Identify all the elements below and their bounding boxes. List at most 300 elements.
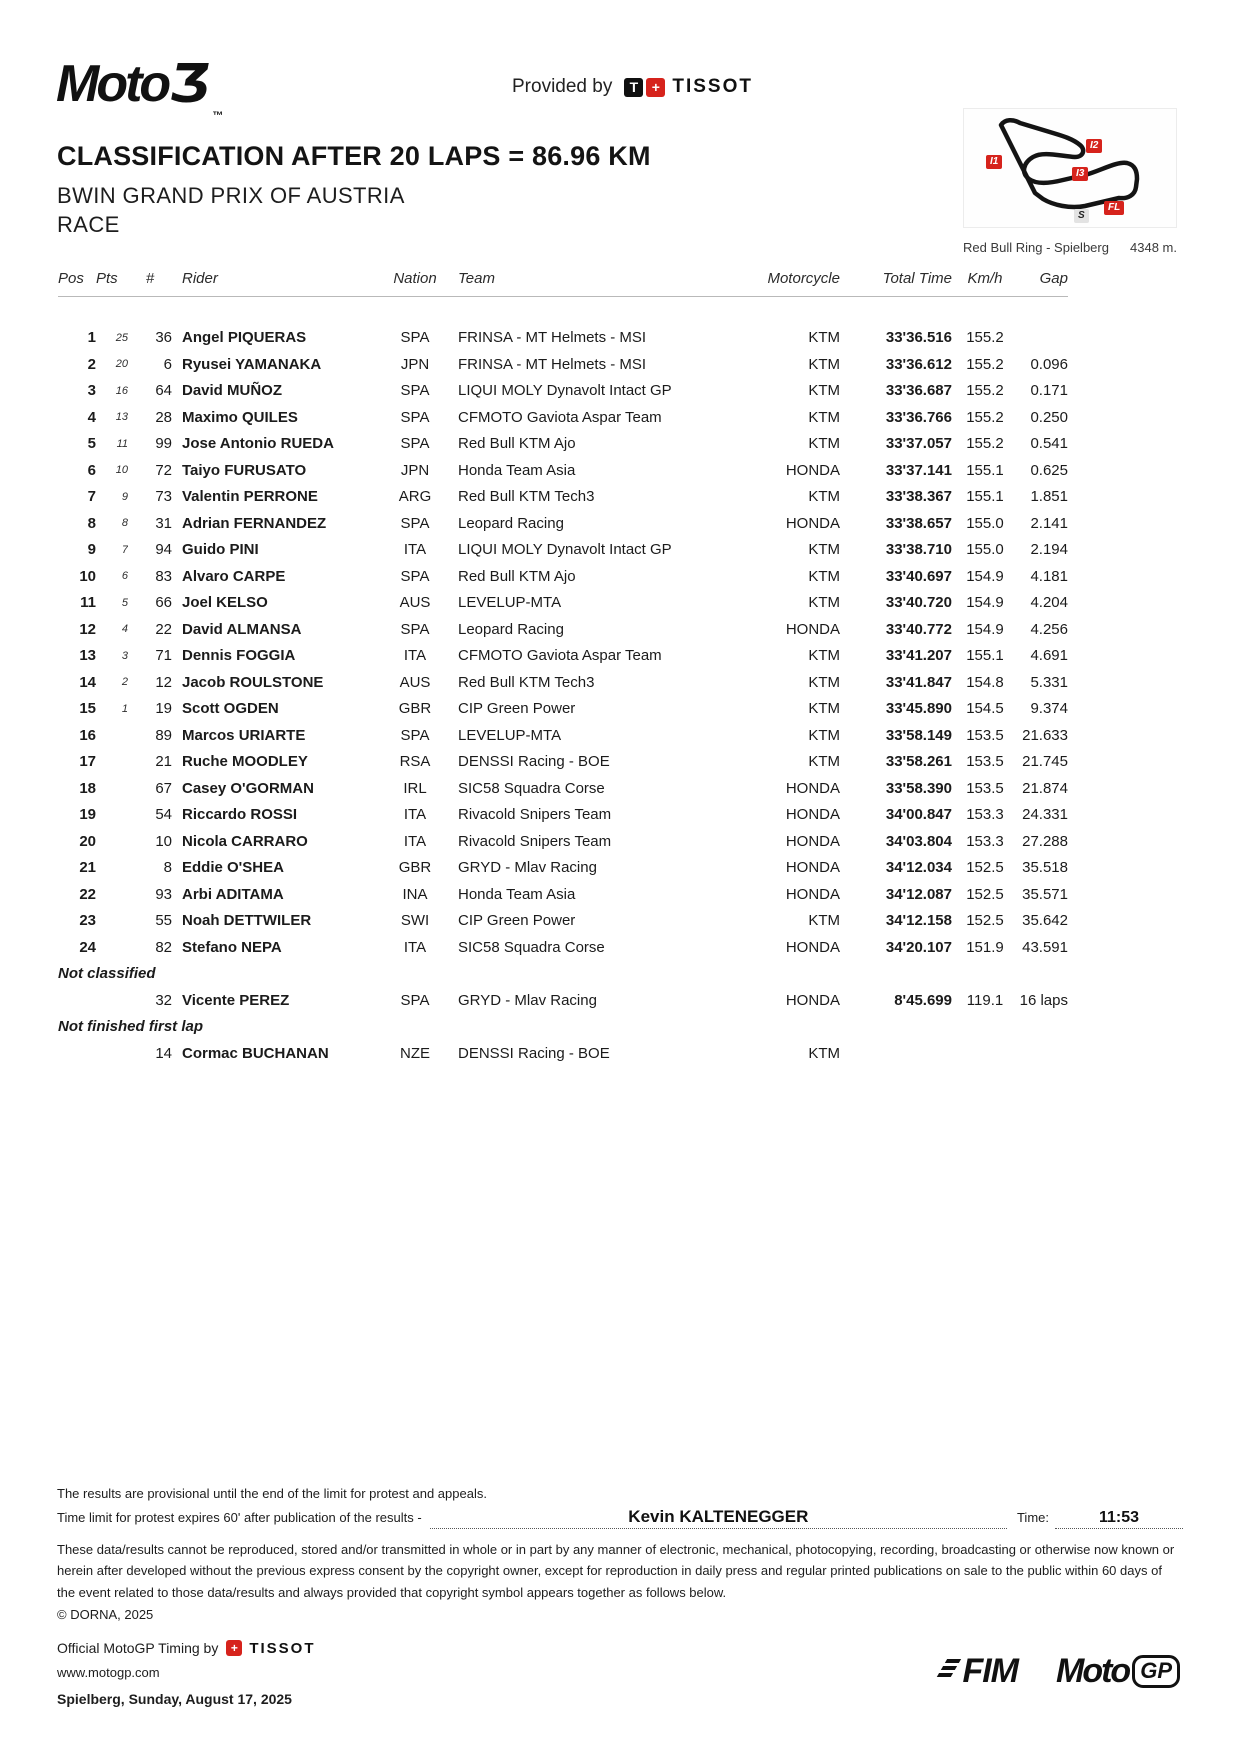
cell-kmh: 153.3 [966, 832, 1004, 850]
cell-nation: SPA [400, 329, 430, 347]
cell-gap: 21.745 [1022, 753, 1068, 771]
track-caption [963, 240, 1177, 255]
cell-time: 33'37.057 [885, 435, 952, 453]
cell-gap [1018, 1040, 1068, 1067]
cell-num: 83 [155, 567, 172, 585]
cell-nation: SPA [400, 726, 430, 744]
cell-team: GRYD - Mlav Racing [458, 859, 597, 877]
cell-pos [58, 1040, 96, 1067]
cell-bike: HONDA [785, 859, 840, 877]
finish-line-marker: FL [1104, 201, 1124, 215]
cell-num: 67 [155, 779, 172, 797]
cell-pos: 19 [79, 806, 96, 824]
cell-gap: 16 laps [1019, 991, 1068, 1009]
cell-gap: 0.250 [1030, 408, 1068, 426]
cell-bike: KTM [808, 408, 840, 426]
section-label: Not classified [58, 965, 156, 983]
cell-time: 33'38.710 [885, 541, 952, 559]
cell-num: 71 [155, 647, 172, 665]
cell-pos [58, 987, 96, 1014]
cell-rider: Ruche MOODLEY [182, 753, 308, 771]
cell-rider: Jose Antonio RUEDA [182, 435, 334, 453]
bottom-logos [946, 1652, 1180, 1691]
cell-rider: Alvaro CARPE [182, 567, 286, 585]
cell-pos: 14 [79, 673, 96, 691]
cell-kmh: 154.8 [966, 673, 1004, 691]
cell-num: 66 [155, 594, 172, 612]
cell-bike: HONDA [785, 514, 840, 532]
table-row [58, 404, 1068, 431]
cell-bike: KTM [808, 355, 840, 373]
cell-kmh: 152.5 [966, 885, 1004, 903]
cell-rider: Marcos URIARTE [182, 726, 306, 744]
cell-pts [96, 987, 128, 1014]
table-row [58, 775, 1068, 802]
cell-pts: 6 [121, 570, 128, 583]
cell-bike: HONDA [785, 620, 840, 638]
cell-rider: Nicola CARRARO [182, 832, 308, 850]
cell-gap: 2.141 [1030, 514, 1068, 532]
cell-bike: HONDA [785, 991, 840, 1009]
cell-gap: 9.374 [1030, 700, 1068, 718]
cell-pos: 12 [79, 620, 96, 638]
table-header [58, 270, 1068, 297]
tissot-logo [624, 76, 753, 98]
cell-time: 34'12.087 [885, 885, 952, 903]
table-row [58, 722, 1068, 749]
cell-time: 33'45.890 [885, 700, 952, 718]
cell-rider: Vicente PEREZ [182, 991, 290, 1009]
cell-pts [96, 855, 128, 882]
cell-rider: Valentin PERRONE [182, 488, 318, 506]
cell-kmh: 154.9 [966, 594, 1004, 612]
cell-nation: AUS [399, 594, 431, 612]
cell-rider: Dennis FOGGIA [182, 647, 296, 665]
cell-pts [96, 934, 128, 961]
cell-team: GRYD - Mlav Racing [458, 991, 597, 1009]
cell-nation: JPN [400, 461, 430, 479]
cell-num: 89 [155, 726, 172, 744]
cell-pts [96, 722, 128, 749]
start-marker: S [1074, 209, 1089, 223]
cell-team: Leopard Racing [458, 514, 564, 532]
cell-kmh: 155.2 [966, 355, 1004, 373]
table-row [58, 855, 1068, 882]
table-row [58, 908, 1068, 935]
cell-kmh: 151.9 [966, 938, 1004, 956]
cell-time: 33'36.612 [885, 355, 952, 373]
cell-num: 73 [155, 488, 172, 506]
cell-pos: 7 [87, 488, 96, 506]
cell-team: Red Bull KTM Ajo [458, 435, 576, 453]
cell-kmh [952, 1040, 1018, 1067]
tissot-logo-footer [226, 1640, 315, 1657]
cell-time: 8'45.699 [894, 991, 952, 1009]
cell-num: 14 [155, 1044, 172, 1062]
cell-team: CFMOTO Gaviota Aspar Team [458, 647, 662, 665]
cell-nation: SPA [400, 435, 430, 453]
cell-pos: 8 [87, 514, 96, 532]
cell-kmh: 155.2 [966, 435, 1004, 453]
track-name: Red Bull Ring - Spielberg [963, 240, 1109, 255]
cell-pos: 3 [87, 382, 96, 400]
cell-time: 33'38.367 [885, 488, 952, 506]
cell-time: 34'12.158 [885, 912, 952, 930]
cell-rider: Jacob ROULSTONE [182, 673, 324, 691]
sector3-marker: I3 [1072, 167, 1088, 181]
cell-pos: 10 [79, 567, 96, 585]
table-row [58, 537, 1068, 564]
cell-pts [96, 881, 128, 908]
cell-num: 6 [163, 355, 172, 373]
cell-num: 31 [155, 514, 172, 532]
cell-gap: 21.633 [1022, 726, 1068, 744]
cell-team: Honda Team Asia [458, 461, 576, 479]
cell-pts: 11 [116, 437, 128, 450]
results-table [58, 270, 1068, 1067]
cell-gap: 0.625 [1030, 461, 1068, 479]
cell-bike: KTM [808, 753, 840, 771]
time-label: Time: [1016, 1510, 1049, 1525]
cell-nation: ITA [403, 938, 427, 956]
motogp-logo-moto: Moto [1056, 1652, 1130, 1690]
cell-pts: 25 [115, 331, 128, 344]
cell-num: 54 [155, 806, 172, 824]
cell-nation: SPA [400, 514, 430, 532]
motogp-logo [1056, 1652, 1180, 1691]
column-header-pos: Pos [58, 270, 96, 297]
cell-gap: 4.204 [1030, 594, 1068, 612]
column-header-pts: Pts [96, 270, 128, 297]
cell-kmh: 155.1 [966, 488, 1004, 506]
provisional-note: The results are provisional until the end of the limit for protest and appeals. [57, 1486, 487, 1501]
cell-bike: HONDA [785, 938, 840, 956]
cell-pts: 5 [121, 596, 128, 609]
cell-bike: KTM [808, 567, 840, 585]
cell-nation: SPA [400, 991, 430, 1009]
cell-time: 34'20.107 [885, 938, 952, 956]
swiss-cross-icon: + [646, 78, 665, 97]
website-url: www.motogp.com [57, 1664, 160, 1680]
cell-rider: Taiyo FURUSATO [182, 461, 307, 479]
cell-kmh: 119.1 [966, 991, 1004, 1009]
cell-time: 34'03.804 [885, 832, 952, 850]
cell-nation: RSA [399, 753, 431, 771]
cell-nation: AUS [399, 673, 431, 691]
cell-rider: David ALMANSA [182, 620, 302, 638]
cell-team: FRINSA - MT Helmets - MSI [458, 329, 647, 347]
cell-kmh: 155.2 [966, 408, 1004, 426]
swiss-cross-icon: + [226, 1640, 242, 1656]
cell-time: 33'58.149 [885, 726, 952, 744]
time-line [1055, 1507, 1183, 1529]
cell-rider: Maximo QUILES [182, 408, 298, 426]
cell-team: Red Bull KTM Tech3 [458, 488, 595, 506]
section-row [58, 961, 1068, 988]
cell-pos: 18 [79, 779, 96, 797]
cell-num: 72 [155, 461, 172, 479]
cell-rider: Stefano NEPA [182, 938, 282, 956]
cell-gap: 35.518 [1022, 859, 1068, 877]
cell-pts: 9 [121, 490, 128, 503]
tissot-wordmark: TISSOT [672, 76, 753, 97]
cell-team: Rivacold Snipers Team [458, 832, 612, 850]
cell-pos: 4 [87, 408, 96, 426]
cell-rider: Noah DETTWILER [182, 912, 312, 930]
cell-rider: Guido PINI [182, 541, 259, 559]
cell-num: 32 [155, 991, 172, 1009]
cell-time: 33'41.207 [885, 647, 952, 665]
section-label: Not finished first lap [58, 1018, 204, 1036]
track-map [963, 108, 1177, 228]
cell-rider: Scott OGDEN [182, 700, 279, 718]
cell-bike: KTM [808, 382, 840, 400]
cell-gap: 24.331 [1022, 806, 1068, 824]
cell-bike: KTM [808, 912, 840, 930]
cell-gap: 1.851 [1030, 488, 1068, 506]
cell-num: 94 [155, 541, 172, 559]
cell-kmh: 155.1 [966, 461, 1004, 479]
cell-nation: GBR [398, 859, 432, 877]
cell-team: Rivacold Snipers Team [458, 806, 612, 824]
cell-pos: 24 [79, 938, 96, 956]
table-row [58, 881, 1068, 908]
cell-time: 33'40.720 [885, 594, 952, 612]
cell-num: 12 [155, 673, 172, 691]
cell-pts: 16 [115, 384, 128, 397]
column-header-team: Team [446, 270, 742, 297]
cell-bike: KTM [808, 673, 840, 691]
column-header-kmh: Km/h [952, 270, 1018, 297]
cell-gap: 0.096 [1030, 355, 1068, 373]
moto3-logo-text: Moto [56, 55, 169, 113]
cell-pts [96, 802, 128, 829]
cell-gap: 5.331 [1030, 673, 1068, 691]
provided-by-label: Provided by [512, 76, 613, 97]
table-row [58, 802, 1068, 829]
cell-bike: KTM [808, 700, 840, 718]
moto3-logo [56, 54, 224, 122]
cell-rider: Arbi ADITAMA [182, 885, 284, 903]
table-row [58, 669, 1068, 696]
cell-team: FRINSA - MT Helmets - MSI [458, 355, 647, 373]
cell-nation: ARG [398, 488, 432, 506]
cell-num: 21 [155, 753, 172, 771]
cell-bike: KTM [808, 541, 840, 559]
moto3-logo-digit: Ʒ [170, 54, 211, 114]
column-header-number: # [128, 270, 172, 297]
timing-credit-label: Official MotoGP Timing by [57, 1640, 219, 1657]
table-row [58, 696, 1068, 723]
cell-num: 10 [155, 832, 172, 850]
cell-time: 33'41.847 [885, 673, 952, 691]
cell-gap: 21.874 [1022, 779, 1068, 797]
sector2-marker: I2 [1086, 139, 1102, 153]
cell-time: 33'58.261 [885, 753, 952, 771]
cell-nation: SPA [400, 567, 430, 585]
cell-pts: 4 [121, 623, 128, 636]
cell-pos: 13 [79, 647, 96, 665]
cell-time [840, 1040, 952, 1067]
cell-nation: SPA [400, 382, 430, 400]
cell-rider: David MUÑOZ [182, 382, 283, 400]
cell-kmh: 154.9 [966, 567, 1004, 585]
cell-time: 33'40.772 [885, 620, 952, 638]
cell-num: 22 [155, 620, 172, 638]
cell-time: 33'36.766 [885, 408, 952, 426]
cell-time: 33'58.390 [885, 779, 952, 797]
cell-pts [96, 775, 128, 802]
table-row [58, 431, 1068, 458]
cell-num: 19 [155, 700, 172, 718]
cell-nation: ITA [403, 806, 427, 824]
section-row [58, 1014, 1068, 1041]
cell-bike: KTM [808, 488, 840, 506]
cell-nation: ITA [403, 832, 427, 850]
cell-time: 33'36.687 [885, 382, 952, 400]
cell-pts [96, 828, 128, 855]
cell-gap: 4.691 [1030, 647, 1068, 665]
cell-bike: HONDA [785, 806, 840, 824]
table-row [58, 828, 1068, 855]
cell-time: 34'00.847 [885, 806, 952, 824]
motogp-logo-gp: GP [1132, 1655, 1180, 1687]
table-row [58, 325, 1068, 352]
date-line: Spielberg, Sunday, August 17, 2025 [57, 1690, 292, 1707]
tissot-t-icon: T [624, 78, 643, 97]
cell-pos: 15 [79, 700, 96, 718]
cell-nation: SPA [400, 408, 430, 426]
cell-team: Honda Team Asia [458, 885, 576, 903]
signature-line [430, 1507, 1007, 1529]
cell-pos: 17 [79, 753, 96, 771]
cell-nation: NZE [400, 1044, 430, 1062]
cell-time: 33'36.516 [885, 329, 952, 347]
cell-team: LEVELUP-MTA [458, 726, 562, 744]
cell-kmh: 153.5 [966, 753, 1004, 771]
cell-rider: Casey O'GORMAN [182, 779, 314, 797]
cell-kmh: 155.1 [966, 647, 1004, 665]
cell-bike: HONDA [785, 461, 840, 479]
cell-pos: 2 [87, 355, 96, 373]
cell-pts: 3 [121, 649, 128, 662]
track-length: 4348 m. [1130, 240, 1177, 255]
cell-kmh: 153.5 [966, 726, 1004, 744]
fim-logo: FIM [946, 1652, 1018, 1691]
cell-nation: ITA [403, 541, 427, 559]
table-row [58, 351, 1068, 378]
cell-gap: 4.181 [1030, 567, 1068, 585]
cell-pos: 20 [79, 832, 96, 850]
cell-gap: 27.288 [1022, 832, 1068, 850]
cell-pos: 1 [87, 329, 96, 347]
provided-by [512, 76, 753, 98]
table-row [58, 616, 1068, 643]
cell-gap: 2.194 [1030, 541, 1068, 559]
table-row [58, 749, 1068, 776]
cell-kmh: 153.3 [966, 806, 1004, 824]
cell-gap: 4.256 [1030, 620, 1068, 638]
cell-rider: Joel KELSO [182, 594, 268, 612]
cell-pts: 20 [115, 358, 128, 371]
cell-time: 33'38.657 [885, 514, 952, 532]
cell-bike: KTM [808, 435, 840, 453]
cell-bike: KTM [808, 594, 840, 612]
protest-note: Time limit for protest expires 60' after publication of the results - [57, 1510, 422, 1525]
cell-team: Leopard Racing [458, 620, 564, 638]
cell-pts [96, 1040, 128, 1067]
cell-team: SIC58 Squadra Corse [458, 779, 605, 797]
cell-bike: HONDA [785, 885, 840, 903]
table-row [58, 510, 1068, 537]
cell-rider: Adrian FERNANDEZ [182, 514, 327, 532]
cell-team: DENSSI Racing - BOE [458, 753, 610, 771]
sector1-marker: I1 [986, 155, 1002, 169]
cell-num: 55 [155, 912, 172, 930]
cell-pts: 8 [121, 517, 128, 530]
cell-pos: 11 [80, 594, 96, 612]
cell-nation: INA [402, 885, 428, 903]
table-row [58, 457, 1068, 484]
cell-num: 28 [155, 408, 172, 426]
cell-gap: 0.171 [1030, 382, 1068, 400]
cell-gap: 0.541 [1030, 435, 1068, 453]
cell-pts [96, 908, 128, 935]
table-row [58, 378, 1068, 405]
cell-kmh: 155.0 [966, 541, 1004, 559]
cell-pts: 2 [121, 676, 128, 689]
cell-kmh: 154.9 [966, 620, 1004, 638]
cell-pos: 16 [79, 726, 96, 744]
table-row [58, 987, 1068, 1014]
cell-num: 82 [155, 938, 172, 956]
cell-pos: 9 [87, 541, 96, 559]
cell-kmh: 152.5 [966, 912, 1004, 930]
cell-rider: Angel PIQUERAS [182, 329, 307, 347]
cell-bike: KTM [808, 1044, 840, 1062]
cell-kmh: 152.5 [966, 859, 1004, 877]
cell-pts: 1 [121, 702, 128, 715]
table-row [58, 484, 1068, 511]
cell-rider: Ryusei YAMANAKA [182, 355, 322, 373]
cell-num: 8 [163, 859, 172, 877]
cell-pts: 7 [121, 543, 128, 556]
cell-pts: 13 [115, 411, 128, 424]
cell-kmh: 155.2 [966, 382, 1004, 400]
column-header-total-time: Total Time [840, 270, 952, 297]
cell-nation: GBR [398, 700, 432, 718]
cell-kmh: 154.5 [966, 700, 1004, 718]
cell-gap: 43.591 [1022, 938, 1068, 956]
classification-title: CLASSIFICATION AFTER 20 LAPS = 86.96 KM [57, 141, 651, 171]
cell-team: SIC58 Squadra Corse [458, 938, 605, 956]
cell-team: DENSSI Racing - BOE [458, 1044, 610, 1062]
cell-pos: 21 [79, 859, 96, 877]
cell-nation: SPA [400, 620, 430, 638]
cell-time: 33'40.697 [885, 567, 952, 585]
cell-pos: 5 [87, 435, 96, 453]
tissot-wordmark: TISSOT [249, 1639, 316, 1657]
table-row [58, 1040, 1068, 1067]
cell-gap: 35.642 [1022, 912, 1068, 930]
cell-bike: KTM [808, 726, 840, 744]
cell-kmh: 153.5 [966, 779, 1004, 797]
cell-pts [96, 749, 128, 776]
cell-num: 36 [155, 329, 172, 347]
cell-pos: 23 [79, 912, 96, 930]
column-header-rider: Rider [172, 270, 384, 297]
cell-kmh: 155.0 [966, 514, 1004, 532]
